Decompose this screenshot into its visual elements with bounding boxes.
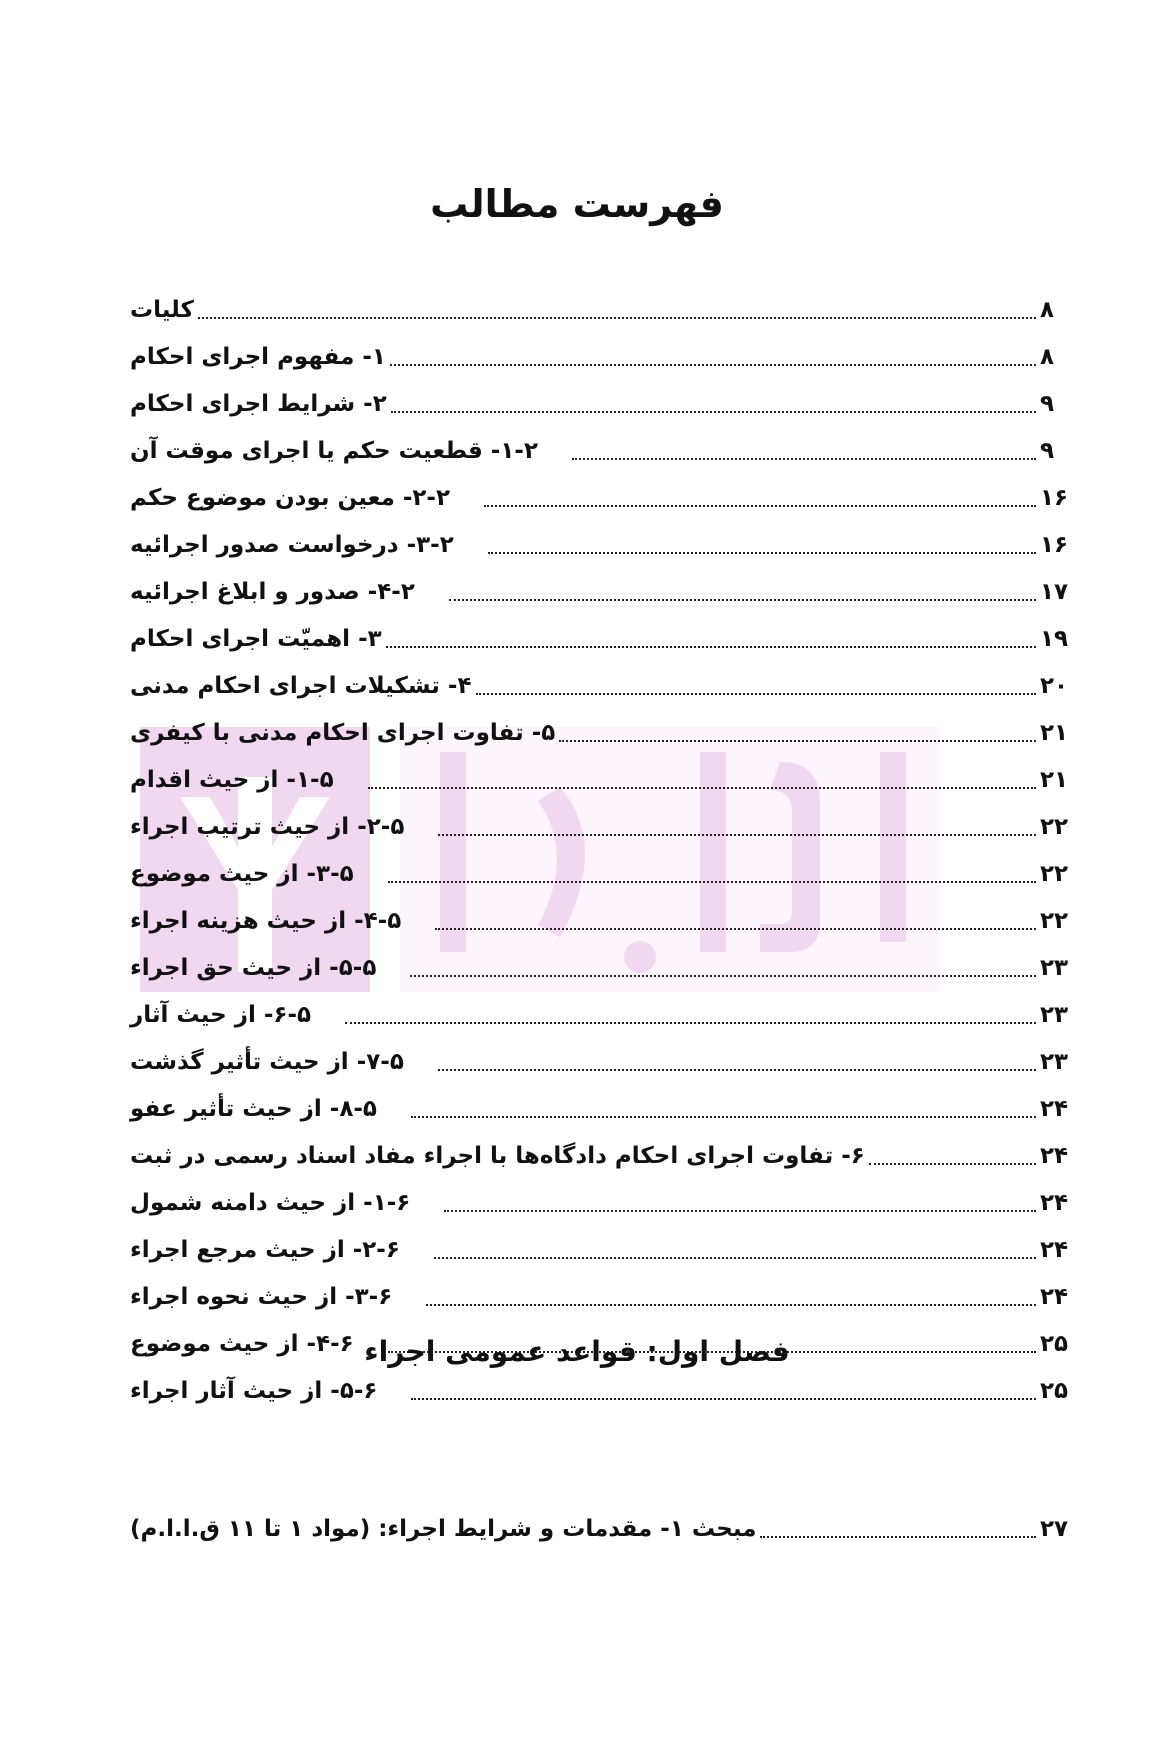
toc-entry-title: ۴- تشکیلات اجرای احکام مدنی [130,672,472,699]
leader-dots [426,1304,1036,1306]
toc-entry [130,427,1080,474]
toc-entry-page: ۲۰ [1040,672,1069,699]
leader-dots [476,693,1037,695]
leader-dots [488,552,1036,554]
leader-dots [368,787,1036,789]
leader-dots [390,364,1036,366]
toc-entry [130,1132,1080,1179]
toc-entry [130,803,1080,850]
toc-entry-page: ۲۳ [1040,954,1069,981]
page-title: فهرست مطالب [430,182,724,226]
toc-entry-page: ۲۴ [1040,1283,1069,1310]
toc-entry [130,568,1080,615]
toc-entry [130,286,1080,333]
leader-dots [411,1116,1036,1118]
toc-entry [130,1226,1080,1273]
toc-entry [130,1273,1080,1320]
toc-entry-title: ۵-۵- از حیث حق اجراء [130,954,377,981]
toc-entry-title: ۴-۲- صدور و ابلاغ اجرائیه [130,578,415,605]
toc-entry-page: ۲۴ [1040,1142,1069,1169]
toc-entry-title: ۶- تفاوت اجرای احکام دادگاه‌ها با اجراء مفاد اسناد رسمی در ثبت [130,1142,865,1169]
toc-entry [130,850,1080,897]
leader-dots [449,599,1036,601]
toc-entry-page: ۲۷ [1040,1515,1069,1542]
leader-dots [411,1398,1036,1400]
toc-entry-page: ۲۳ [1040,1048,1069,1075]
toc-entry-title: ۳- اهمیّت اجرای احکام [130,625,382,652]
leader-dots [572,458,1036,460]
toc-entry-title: ۸-۵- از حیث تأثیر عفو [130,1095,377,1122]
toc-entry-title: ۴-۵- از حیث هزینه اجراء [130,907,402,934]
toc-entry-page: ۲۵ [1040,1377,1069,1404]
toc-entry [130,1085,1080,1132]
toc-entry [130,1038,1080,1085]
leader-dots [410,975,1036,977]
toc-entry-page: ۲۱ [1040,766,1069,793]
toc-entry-page: ۲۴ [1040,1095,1069,1122]
toc-entry [130,662,1080,709]
toc-entry-title: ۲- شرایط اجرای احکام [130,390,387,417]
toc-entry [130,615,1080,662]
toc-entry-page: ۱۹ [1040,625,1069,652]
toc-entry [130,521,1080,568]
toc-entry-page: ۲۲ [1040,860,1069,887]
toc-entry [130,944,1080,991]
toc-entry [130,474,1080,521]
leader-dots [869,1163,1036,1165]
leader-dots [444,1210,1036,1212]
toc-entry-title: ۷-۵- از حیث تأثیر گذشت [130,1048,404,1075]
toc-entry-page: ۲۳ [1040,1001,1069,1028]
toc-entry-title: ۲-۲- معین بودن موضوع حکم [130,484,451,511]
toc-entry [130,333,1080,380]
toc-entry [130,1179,1080,1226]
toc-entry-page: ۲۲ [1040,907,1069,934]
toc-entry [130,991,1080,1038]
toc-entry [130,1505,1080,1552]
toc-entry-page: ۱۷ [1040,578,1069,605]
leader-dots [345,1022,1036,1024]
toc-entry [130,709,1080,756]
toc-entry-title: ۲-۵- از حیث ترتیب اجراء [130,813,405,840]
toc-entry-page: ۲۴ [1040,1236,1069,1263]
leader-dots [484,505,1036,507]
leader-dots [198,317,1036,319]
table-of-contents [130,286,1080,1414]
toc-entry [130,756,1080,803]
toc-entry-title: ۵-۶- از حیث آثار اجراء [130,1377,378,1404]
toc-entry-page: ۹ [1040,390,1055,417]
leader-dots [434,1257,1036,1259]
toc-entry-title: ۲-۶- از حیث مرجع اجراء [130,1236,400,1263]
toc-entry-title: ۶-۵- از حیث آثار [130,1001,312,1028]
toc-entry-page: ۲۲ [1040,813,1069,840]
toc-entry-page: ۸ [1040,296,1055,323]
leader-dots [760,1536,1036,1538]
toc-entry-page: ۲۵ [1040,1330,1069,1357]
toc-entry-page: ۸ [1040,343,1055,370]
leader-dots [388,881,1036,883]
toc-entry-title: مبحث ۱- مقدمات و شرایط اجراء: (مواد ۱ تا ۱۱ ق.ا.ا.م) [130,1515,757,1542]
toc-entry-title: ۳-۵- از حیث موضوع [130,860,354,887]
toc-entry [130,897,1080,944]
toc-entry-page: ۹ [1040,437,1055,464]
chapter-contents [130,1505,1080,1552]
leader-dots [559,740,1036,742]
toc-entry-page: ۱۶ [1040,531,1069,558]
leader-dots [438,1069,1036,1071]
chapter-heading: فصل اول: قواعد عمومی اجراء [364,1335,790,1368]
leader-dots [438,834,1036,836]
toc-entry-title: ۱-۲- قطعیت حکم یا اجرای موقت آن [130,437,538,464]
leader-dots [391,411,1036,413]
toc-entry [130,1367,1080,1414]
leader-dots [435,928,1036,930]
toc-entry-title: ۱-۵- از حیث اقدام [130,766,334,793]
toc-entry-page: ۱۶ [1040,484,1069,511]
toc-entry-title: ۱- مفهوم اجرای احکام [130,343,386,370]
toc-entry-page: ۲۱ [1040,719,1069,746]
toc-entry-title: ۳-۲- درخواست صدور اجرائیه [130,531,454,558]
toc-entry-title: ۴-۶- از حیث موضوع [130,1330,354,1357]
toc-entry-title: ۱-۶- از حیث دامنه شمول [130,1189,411,1216]
toc-entry-page: ۲۴ [1040,1189,1069,1216]
toc-entry [130,380,1080,427]
leader-dots [386,646,1036,648]
toc-entry-title: ۳-۶- از حیث نحوه اجراء [130,1283,393,1310]
toc-entry-title: ۵- تفاوت اجرای احکام مدنی با کیفری [130,719,556,746]
toc-entry-title: کلیات [130,296,194,323]
